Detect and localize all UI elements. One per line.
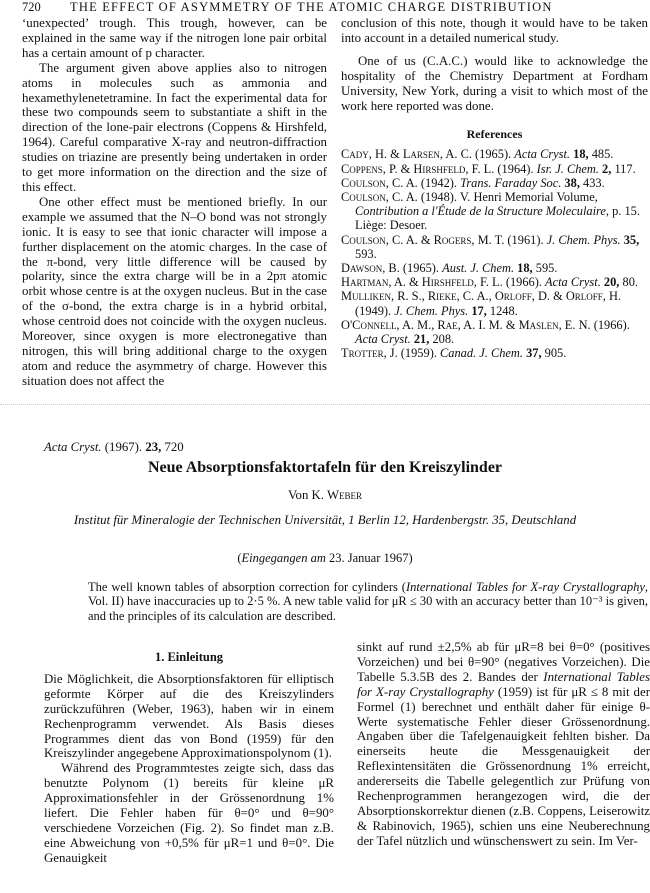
- reference-item: Coppens, P. & Hirshfeld, F. L. (1964). Isr. J. Chem. 2, 117.: [341, 161, 636, 176]
- abstract: The well known tables of absorption correction for cylinders (International Tables for X-ray Crystallography, Vol. II) have inaccuracies up to 2·5 %. A new table valid for μR ≤ 30 with an accuracy better than 10⁻³ is given, and the principles of its calculation are described.: [88, 580, 649, 623]
- received-date: (Eingegangen am 23. Januar 1967): [237, 551, 413, 565]
- reference-item: Cady, H. & Larsen, A. C. (1965). Acta Cryst. 18, 485.: [341, 147, 614, 162]
- section-heading: 1. Einleitung: [154, 650, 224, 664]
- left-column-bottom: [44, 650, 334, 866]
- running-title: THE EFFECT OF ASYMMETRY OF THE ATOMIC CHARGE DISTRIBUTION: [70, 0, 553, 14]
- paragraph: sinkt auf rund ±2,5% ab für μR=8 bei θ=0° (positives Vorzeichen) und bei θ=90° (negatives Vorzeichen). Die Tabelle 5.3.5B des 2. Bandes der International Tables for X-ray Crystallography (1959) ist für μR ≤ 8 mit der Formel (1) berechnet und enthält daher für einige θ-Werte systematische Fehler dieser Grössenordnung. Angaben über die Tafelgenauigkeit fehlten bisher. Da einerseits heute die Messgenauigkeit der Reflexintensitäten die Grössenordnung 1% erreicht, andererseits die Tabelle gelegentlich zur Prüfung von Rechenprogrammen herangezogen wird, die der Absorptionskorrektur dienen (z.B. Coppens, Leiserowitz & Rabinovich, 1965), schien uns eine Neuberechnung der Tafel nützlich und wünschenswert zu sein. Im Ver-: [357, 640, 650, 848]
- paragraph: conclusion of this note, though it would have to be taken into account in a detailed numerical study.: [341, 16, 648, 45]
- left-column-top: [22, 16, 327, 389]
- paragraph: The argument given above applies also to nitrogen atoms in molecules such as ammonia and hexamethylenetetramine. In fact the experimental data for these two compounds seem to substantiate a shift in the direction of the lone-pair electrons (Coppens & Hirshfeld, 1964). Careful comparative X-ray and neutron-diffraction studies on triazine are presently being undertaken in order to get more information on the direction and the size of this effect.: [22, 60, 327, 194]
- reference-list: [341, 147, 648, 360]
- reference-item: Coulson, C. A. & Rogers, M. T. (1961). J. Chem. Phys. 35, 593.: [341, 232, 640, 261]
- reference-item: Coulson, C. A. (1942). Trans. Faraday Soc. 38, 433.: [341, 175, 605, 190]
- reference-item: Dawson, B. (1965). Aust. J. Chem. 18, 595.: [341, 260, 558, 275]
- reference-item: O'Connell, A. M., Rae, A. I. M. & Maslen, E. N. (1966). Acta Cryst. 21, 208.: [341, 317, 630, 346]
- reference-item: Mulliken, R. S., Rieke, C. A., Orloff, D. & Orloff, H. (1949). J. Chem. Phys. 17, 1248.: [341, 289, 622, 318]
- article-title: Neue Absorptionsfaktortafeln für den Kreiszylinder: [147, 459, 503, 476]
- acknowledgement: One of us (C.A.C.) would like to acknowledge the hospitality of the Chemistry Department at Fordham University, New York, during a visit to which most of the work here reported was done.: [341, 53, 648, 113]
- author-line: Von K. Weber: [287, 488, 363, 502]
- paragraph: One other effect must be mentioned briefly. In our example we assumed that the N–O bond was not strongly ionic. It is easy to see that ionic character will impose a further displacement on the atomic charges. In the case of the π-bond, very little difference will be caused by polarity, since the extra charge will be in a 2pπ atomic orbit whose centre is at the oxygen nucleus. But in the case of the σ-bond, the extra charge is in a hybrid orbital, whose centroid does not coincide with the oxygen nucleus. Moreover, since oxygen is more electronegative than nitrogen, this will bring additional charge to the oxygen atom and reduce the asymmetry of charge. However this situation does not affect the: [22, 194, 327, 388]
- paragraph: Die Möglichkeit, die Absorptionsfaktoren für elliptisch geformte Körper auf die des Kreiszylinders zurückzuführen (Weber, 1963), haben wir in einem Rechenprogramm verwendet. Als Basis dieses Programmes dient das von Bond (1959) für den Kreiszylinder angegebene Approximationspolynom (1).: [44, 671, 334, 761]
- paragraph: ‘unexpected’ trough. This trough, however, can be explained in the same way if the nitrogen lone pair orbital has a certain amount of p character.: [22, 16, 327, 60]
- divider: [0, 404, 650, 405]
- citation-line: Acta Cryst. (1967). 23, 720: [44, 440, 184, 454]
- affiliation: Institut für Mineralogie der Technischen Universität, 1 Berlin 12, Hardenbergstr. 35, Deutschland: [73, 513, 577, 527]
- right-column-bottom: [357, 640, 650, 849]
- page-number: 720: [22, 0, 41, 14]
- author: K. Weber: [311, 488, 363, 502]
- paragraph: Während des Programmtestes zeigte sich, dass das benutzte Polynom (1) bereits für kleine μR Approximationsfehler in der Grössenordnung 1% liefert. Die Fehler haben für θ=0° und θ=90° verschiedene Vorzeichen (Fig. 2). So findet man z.B. eine Abweichung von +0,5% für μR=1 und θ=0°. Die Genauigkeit: [44, 761, 334, 865]
- reference-item: Hartman, A. & Hirshfeld, F. L. (1966). Acta Cryst. 20, 80.: [341, 275, 638, 290]
- right-column-top: [341, 16, 648, 360]
- references-heading: References: [466, 127, 523, 142]
- reference-item: Coulson, C. A. (1948). V. Henri Memorial Volume, Contribution a l'Étude de la Structure Moleculaire, p. 15. Liège: Desoer.: [341, 189, 640, 233]
- reference-item: Trotter, J. (1959). Canad. J. Chem. 37, 905.: [341, 346, 567, 361]
